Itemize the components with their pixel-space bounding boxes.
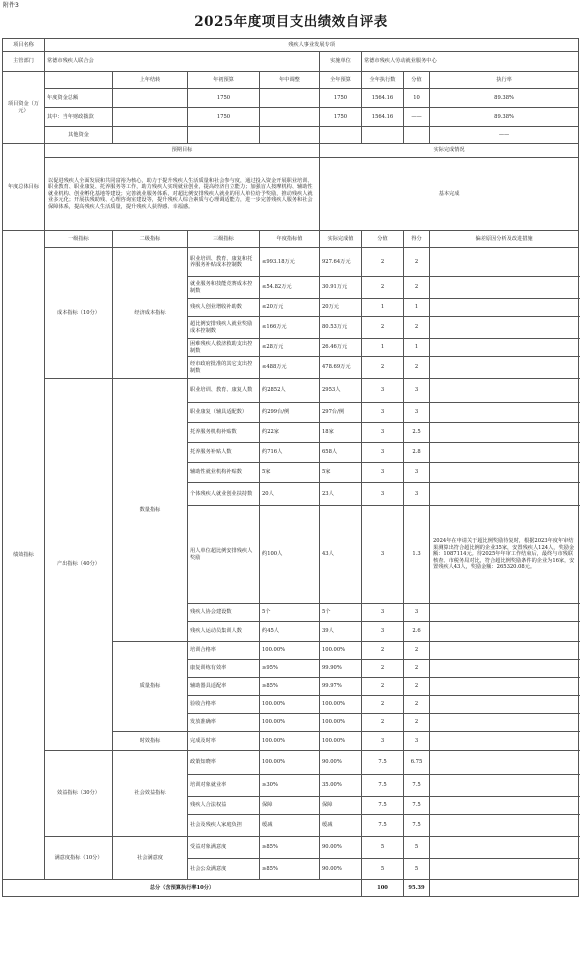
score: 1 — [404, 339, 430, 357]
level3-indicator: 托养服务机构补贴数 — [188, 423, 260, 443]
score: 6.75 — [404, 751, 430, 775]
deviation-note — [430, 696, 579, 714]
funds-cell — [404, 127, 430, 144]
target-value: 约100人 — [260, 506, 320, 604]
level2-indicator: 时效指标 — [113, 732, 188, 751]
score-value: 3 — [362, 506, 404, 604]
funds-header: 上年结转 — [113, 72, 188, 89]
actual-value: 100.00% — [320, 714, 362, 732]
funds-cell — [113, 127, 188, 144]
score-value: 3 — [362, 604, 404, 622]
score: 3 — [404, 483, 430, 506]
actual-value: 100.00% — [320, 732, 362, 751]
level3-indicator: 职业培训、教育、康复人数 — [188, 379, 260, 403]
funds-cell: 1750 — [320, 108, 362, 127]
deviation-note — [430, 751, 579, 775]
score: 2.6 — [404, 622, 430, 642]
score: 2 — [404, 678, 430, 696]
score-value: 7.5 — [362, 815, 404, 837]
level3-indicator: 发放准确率 — [188, 714, 260, 732]
perf-header: 二级指标 — [113, 231, 188, 248]
level3-indicator: 超比例安排残疾人就业奖励成本控制数 — [188, 317, 260, 339]
actual-value: 缓减 — [320, 815, 362, 837]
funds-cell — [113, 108, 188, 127]
deviation-note — [430, 797, 579, 815]
total-row — [3, 880, 579, 897]
score-value: 2 — [362, 714, 404, 732]
level3-indicator: 个体残疾人就业创业扶持数 — [188, 483, 260, 506]
attachment-label: 附件3 — [3, 2, 19, 9]
actual-value: 100.00% — [320, 642, 362, 660]
target-value: 约716人 — [260, 443, 320, 463]
total-label: 总分（含预算执行率10分） — [3, 880, 362, 897]
score: 2 — [404, 357, 430, 379]
score-value: 2 — [362, 248, 404, 277]
perf-header: 分值 — [362, 231, 404, 248]
deviation-note — [430, 339, 579, 357]
actual-value: 23人 — [320, 483, 362, 506]
level3-indicator: 残疾人创业增收补助数 — [188, 299, 260, 317]
actual-value: 658人 — [320, 443, 362, 463]
deviation-note — [430, 604, 579, 622]
target-value: 100.00% — [260, 732, 320, 751]
goals-label: 年度总体目标 — [3, 144, 45, 231]
target-value: ≤993.18万元 — [260, 248, 320, 277]
funds-cell: —— — [430, 127, 579, 144]
deviation-note — [430, 815, 579, 837]
deviation-note — [430, 732, 579, 751]
score-value: 7.5 — [362, 775, 404, 797]
score: 3 — [404, 463, 430, 483]
score-value: 2 — [362, 277, 404, 299]
indicator-row — [3, 837, 579, 859]
deviation-note — [430, 660, 579, 678]
target-value: 约299台/例 — [260, 403, 320, 423]
target-value: 保障 — [260, 797, 320, 815]
target-value: 约2852人 — [260, 379, 320, 403]
total-score: 95.39 — [404, 880, 430, 897]
deviation-note — [430, 642, 579, 660]
level3-indicator: 残疾人协会建设数 — [188, 604, 260, 622]
actual-status-header: 实际完成情况 — [320, 144, 579, 158]
target-value: 5个 — [260, 604, 320, 622]
actual-value: 43人 — [320, 506, 362, 604]
level3-indicator: 残疾人合法权益 — [188, 797, 260, 815]
target-value: ≤54.82万元 — [260, 277, 320, 299]
unit-value: 常德市残疾人劳动就业服务中心 — [362, 52, 579, 72]
target-value: ≤20万元 — [260, 299, 320, 317]
score: 2 — [404, 277, 430, 299]
target-value: 5家 — [260, 463, 320, 483]
funds-header: 全年执行数 — [362, 72, 404, 89]
actual-value: 30.91万元 — [320, 277, 362, 299]
funds-cell — [113, 89, 188, 108]
target-value: ≥95% — [260, 660, 320, 678]
target-value: 100.00% — [260, 714, 320, 732]
funds-cell — [188, 127, 260, 144]
indicator-row — [3, 248, 579, 277]
actual-value: 39人 — [320, 622, 362, 642]
score-value: 2 — [362, 357, 404, 379]
actual-value: 2953人 — [320, 379, 362, 403]
funds-header: 全年预算 — [320, 72, 362, 89]
score-value: 3 — [362, 443, 404, 463]
funds-cell — [320, 127, 362, 144]
indicator-row — [3, 751, 579, 775]
score-value: 1 — [362, 339, 404, 357]
level1-indicator: 效益指标（30分） — [45, 751, 113, 837]
funds-header: 分值 — [404, 72, 430, 89]
actual-value: 保障 — [320, 797, 362, 815]
level3-indicator: 用人单位超比例安排残疾人奖励 — [188, 506, 260, 604]
level1-indicator: 成本指标（10分） — [45, 248, 113, 379]
score: 2 — [404, 696, 430, 714]
perf-header: 一级指标 — [45, 231, 113, 248]
funds-cell — [362, 127, 404, 144]
score: 3 — [404, 732, 430, 751]
score: 1.3 — [404, 506, 430, 604]
funds-cell — [260, 127, 320, 144]
perf-header: 三级指标 — [188, 231, 260, 248]
score-value: 2 — [362, 678, 404, 696]
funds-row-name: 年度资金总额 — [45, 89, 113, 108]
score-value: 7.5 — [362, 797, 404, 815]
self-evaluation-table — [2, 38, 579, 897]
level3-indicator: 辅助器具适配率 — [188, 678, 260, 696]
target-value: 缓减 — [260, 815, 320, 837]
deviation-note — [430, 423, 579, 443]
funds-row-name: 其中：当年财政拨款 — [45, 108, 113, 127]
funds-cell: 1750 — [188, 108, 260, 127]
score: 3 — [404, 379, 430, 403]
level3-indicator: 经市政府批准的其它支出控制数 — [188, 357, 260, 379]
score-value: 7.5 — [362, 751, 404, 775]
score-value: 5 — [362, 859, 404, 880]
funds-header: 执行率 — [430, 72, 579, 89]
deviation-note — [430, 622, 579, 642]
target-value: 20人 — [260, 483, 320, 506]
level3-indicator: 社会及残疾人家庭负担 — [188, 815, 260, 837]
funds-label: 项目资金（万元） — [3, 72, 45, 144]
actual-value: 927.64万元 — [320, 248, 362, 277]
deviation-note — [430, 357, 579, 379]
actual-status-text: 基本完成 — [320, 158, 579, 231]
deviation-note — [430, 775, 579, 797]
score: 2 — [404, 714, 430, 732]
deviation-note — [430, 859, 579, 880]
deviation-note — [430, 714, 579, 732]
funds-cell: 89.38% — [430, 108, 579, 127]
target-value: 约45人 — [260, 622, 320, 642]
deviation-note — [430, 443, 579, 463]
funds-cell: 89.38% — [430, 89, 579, 108]
actual-value: 20万元 — [320, 299, 362, 317]
project-name: 残疾人事业发展专项 — [45, 39, 579, 52]
page-title: 2025年度项目支出绩效自评表 — [194, 14, 388, 30]
level3-indicator: 受益对象满意度 — [188, 837, 260, 859]
score-value: 2 — [362, 660, 404, 678]
funds-header: 年中调整 — [260, 72, 320, 89]
funds-row-name: 其他资金 — [45, 127, 113, 144]
level2-indicator: 社会效益指标 — [113, 751, 188, 837]
level3-indicator: 职业康复（辅具适配数） — [188, 403, 260, 423]
level1-indicator: 满意度指标（10分） — [45, 837, 113, 880]
actual-value: 478.69万元 — [320, 357, 362, 379]
score: 2.5 — [404, 423, 430, 443]
score-value: 5 — [362, 837, 404, 859]
actual-value: 99.97% — [320, 678, 362, 696]
target-value: 约22家 — [260, 423, 320, 443]
level2-indicator: 社会满意度 — [113, 837, 188, 880]
actual-value: 90.00% — [320, 751, 362, 775]
score-value: 3 — [362, 423, 404, 443]
target-value: 100.00% — [260, 696, 320, 714]
deviation-note — [430, 483, 579, 506]
actual-value: 99.90% — [320, 660, 362, 678]
level3-indicator: 困难残疾人救济救助支出控制数 — [188, 339, 260, 357]
dept-label: 主管部门 — [3, 52, 45, 72]
score: 3 — [404, 604, 430, 622]
funds-cell: 1750 — [320, 89, 362, 108]
perf-header: 得分 — [404, 231, 430, 248]
deviation-note — [430, 299, 579, 317]
score-value: 3 — [362, 732, 404, 751]
deviation-note — [430, 403, 579, 423]
perf-label: 绩效指标 — [3, 231, 45, 880]
target-value: ≤28万元 — [260, 339, 320, 357]
level3-indicator: 辅助性就业机构补贴数 — [188, 463, 260, 483]
score-value: 3 — [362, 403, 404, 423]
level3-indicator: 培训对象就业率 — [188, 775, 260, 797]
funds-cell — [260, 108, 320, 127]
score: 7.5 — [404, 815, 430, 837]
level3-indicator: 社会公众满意度 — [188, 859, 260, 880]
score-value: 2 — [362, 696, 404, 714]
deviation-note — [430, 678, 579, 696]
level3-indicator: 就业服务和技能竞赛成本控制数 — [188, 277, 260, 299]
target-value: ≥85% — [260, 837, 320, 859]
level3-indicator: 政策知晓率 — [188, 751, 260, 775]
actual-value: 90.00% — [320, 837, 362, 859]
perf-header: 偏差原因分析及改进措施 — [430, 231, 579, 248]
score: 7.5 — [404, 797, 430, 815]
expected-goal-text: 以促进残疾人全面发展和共同富裕为核心，助力于提升残疾人生活质量和社会参与度，通过投入资金开展职业培训、职业教育、职业康复、托养服务等工作，助力残疾人实现就业创业，提高经济自立能力；加强盲人按摩机构、辅助性就业机构、创业孵化基地等建设；完善就业服务体系，对超比例安排残疾人就业的用人单位给予奖励，推动残疾人就业多元化；开展扶残助残、心理咨询室建设等，提升残疾人综合素质与心理调适能力，进一步完善残疾人服务和社会保障体系，提高残疾人生活质量，提升残疾人获得感、幸福感。 — [45, 158, 320, 231]
total-value: 100 — [362, 880, 404, 897]
level2-indicator: 经济成本指标 — [113, 248, 188, 379]
funds-cell: —— — [404, 108, 430, 127]
score: 7.5 — [404, 775, 430, 797]
target-value: ≤166万元 — [260, 317, 320, 339]
score-value: 3 — [362, 483, 404, 506]
score-value: 3 — [362, 379, 404, 403]
target-value: 100.00% — [260, 642, 320, 660]
funds-cell — [260, 89, 320, 108]
deviation-note: 2024年在申请关于超比例奖励待复时，根据2023年度年审结果测算出符合超比例的企业35家，安置残疾人124人，奖励金额：1087114元。待2025年年审工作结束后，最终与市残联核查、市税务局对比，符合超比例奖励条件的企业为16家，安置残疾人43人，奖励金额：265320.08元。 — [430, 506, 579, 604]
target-value: ≥85% — [260, 859, 320, 880]
actual-value: 100.00% — [320, 696, 362, 714]
level3-indicator: 职业培训、教育、康复和托养服务补贴成本控制数 — [188, 248, 260, 277]
target-value: ≥30% — [260, 775, 320, 797]
level3-indicator: 残疾人运动员集训人数 — [188, 622, 260, 642]
actual-value: 80.53万元 — [320, 317, 362, 339]
level1-indicator: 产出指标（40分） — [45, 379, 113, 751]
actual-value: 297台/例 — [320, 403, 362, 423]
deviation-note — [430, 277, 579, 299]
deviation-note — [430, 463, 579, 483]
level2-indicator: 质量指标 — [113, 642, 188, 732]
actual-value: 5个 — [320, 604, 362, 622]
score: 2 — [404, 660, 430, 678]
score: 5 — [404, 837, 430, 859]
expected-goal-header: 预期目标 — [45, 144, 320, 158]
deviation-note — [430, 379, 579, 403]
level3-indicator: 验收合格率 — [188, 696, 260, 714]
actual-value: 5家 — [320, 463, 362, 483]
target-value: 100.00% — [260, 751, 320, 775]
score-value: 2 — [362, 317, 404, 339]
score: 2 — [404, 642, 430, 660]
funds-cell: 1750 — [188, 89, 260, 108]
actual-value: 18家 — [320, 423, 362, 443]
score-value: 3 — [362, 463, 404, 483]
score: 1 — [404, 299, 430, 317]
score: 2 — [404, 248, 430, 277]
level3-indicator: 培训合格率 — [188, 642, 260, 660]
indicator-row — [3, 379, 579, 403]
score-value: 3 — [362, 622, 404, 642]
project-name-label: 项目名称 — [3, 39, 45, 52]
score: 5 — [404, 859, 430, 880]
level2-indicator: 数量指标 — [113, 379, 188, 642]
deviation-note — [430, 317, 579, 339]
score-value: 1 — [362, 299, 404, 317]
level3-indicator: 康复训练有效率 — [188, 660, 260, 678]
dept-value: 常德市残疾人联合会 — [45, 52, 320, 72]
level3-indicator: 完成及时率 — [188, 732, 260, 751]
level3-indicator: 托养服务补贴人数 — [188, 443, 260, 463]
score-value: 2 — [362, 642, 404, 660]
unit-label: 实施单位 — [320, 52, 362, 72]
actual-value: 90.00% — [320, 859, 362, 880]
funds-cell: 1564.16 — [362, 108, 404, 127]
perf-header: 年度指标值 — [260, 231, 320, 248]
funds-header: 年初预算 — [188, 72, 260, 89]
perf-header: 实际完成值 — [320, 231, 362, 248]
actual-value: 35.00% — [320, 775, 362, 797]
funds-cell: 10 — [404, 89, 430, 108]
score: 3 — [404, 403, 430, 423]
deviation-note — [430, 248, 579, 277]
score: 2.8 — [404, 443, 430, 463]
funds-cell: 1564.16 — [362, 89, 404, 108]
score: 2 — [404, 317, 430, 339]
actual-value: 26.46万元 — [320, 339, 362, 357]
target-value: ≥85% — [260, 678, 320, 696]
target-value: ≤488万元 — [260, 357, 320, 379]
total-blank — [430, 880, 579, 897]
deviation-note — [430, 837, 579, 859]
